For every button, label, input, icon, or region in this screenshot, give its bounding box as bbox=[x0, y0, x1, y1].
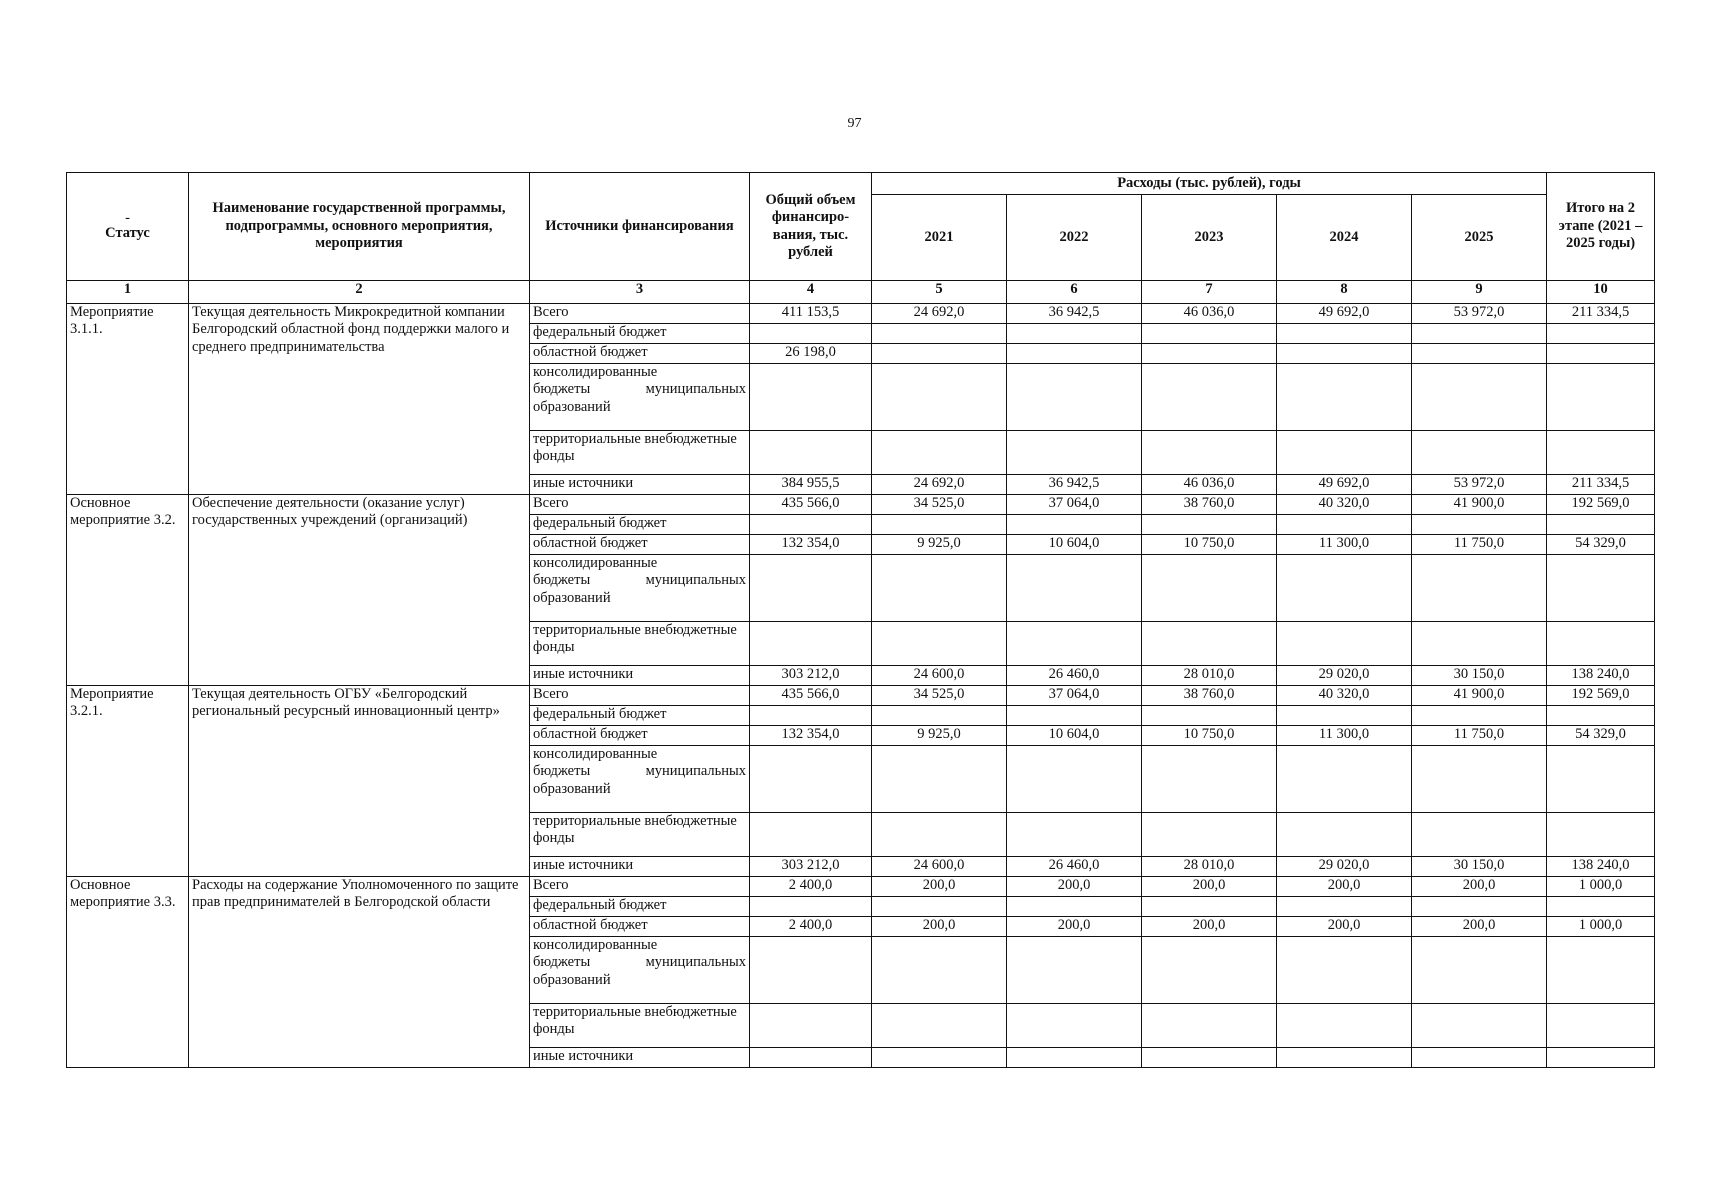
year-amount-cell bbox=[1412, 344, 1547, 364]
source-label-line bbox=[533, 572, 746, 589]
year-amount-cell bbox=[1412, 897, 1547, 917]
year-amount-cell bbox=[872, 622, 1007, 666]
year-amount-cell bbox=[1277, 813, 1412, 857]
source-all-cell: Всего bbox=[530, 304, 750, 324]
column-number: 1 bbox=[67, 281, 189, 304]
header-dash: - bbox=[125, 209, 130, 226]
year-amount-cell bbox=[1007, 431, 1142, 475]
source-regional-cell: областной бюджет bbox=[530, 535, 750, 555]
year-amount-cell: 37 064,0 bbox=[1007, 686, 1142, 706]
column-number: 5 bbox=[872, 281, 1007, 304]
table-header bbox=[67, 173, 1655, 304]
header-expenses: Расходы (тыс. рублей), годы bbox=[872, 173, 1547, 195]
status-cell: Мероприятие 3.1.1. bbox=[67, 304, 189, 495]
year-amount-cell: 200,0 bbox=[1412, 917, 1547, 937]
total-amount-cell bbox=[750, 937, 872, 1004]
stage-total-cell: 1 000,0 bbox=[1547, 917, 1655, 937]
year-amount-cell bbox=[1007, 813, 1142, 857]
year-amount-cell bbox=[1412, 1004, 1547, 1048]
source-label-word: бюджеты bbox=[533, 763, 591, 780]
year-amount-cell: 29 020,0 bbox=[1277, 666, 1412, 686]
source-consolidated-cell bbox=[530, 364, 750, 431]
table-row bbox=[67, 304, 1655, 324]
year-amount-cell: 200,0 bbox=[872, 877, 1007, 897]
column-number: 7 bbox=[1142, 281, 1277, 304]
source-label-line: образований bbox=[533, 780, 611, 797]
stage-total-cell bbox=[1547, 431, 1655, 475]
source-other-cell: иные источники bbox=[530, 1048, 750, 1068]
year-amount-cell bbox=[1007, 1048, 1142, 1068]
stage-total-cell bbox=[1547, 555, 1655, 622]
year-amount-cell: 30 150,0 bbox=[1412, 857, 1547, 877]
column-number: 4 bbox=[750, 281, 872, 304]
year-amount-cell bbox=[1412, 937, 1547, 1004]
year-amount-cell: 11 300,0 bbox=[1277, 535, 1412, 555]
budget-table bbox=[66, 172, 1655, 1068]
year-amount-cell bbox=[1412, 1048, 1547, 1068]
year-amount-cell bbox=[1412, 706, 1547, 726]
year-amount-cell bbox=[1277, 515, 1412, 535]
year-amount-cell bbox=[1007, 324, 1142, 344]
measure-name-cell: Текущая деятельность Микрокредитной компании Белгородский областной фонд поддержки малого и среднего предпринимательства bbox=[189, 304, 530, 495]
source-regional-cell: областной бюджет bbox=[530, 726, 750, 746]
column-number: 3 bbox=[530, 281, 750, 304]
total-amount-cell: 26 198,0 bbox=[750, 344, 872, 364]
source-label-line bbox=[533, 763, 746, 780]
total-amount-cell bbox=[750, 622, 872, 666]
source-all-cell: Всего bbox=[530, 686, 750, 706]
header-year: 2023 bbox=[1142, 195, 1277, 281]
year-amount-cell: 49 692,0 bbox=[1277, 304, 1412, 324]
year-amount-cell: 200,0 bbox=[1277, 877, 1412, 897]
source-federal-cell: федеральный бюджет bbox=[530, 515, 750, 535]
stage-total-cell: 54 329,0 bbox=[1547, 726, 1655, 746]
year-amount-cell: 200,0 bbox=[1142, 917, 1277, 937]
year-amount-cell bbox=[1142, 555, 1277, 622]
stage-total-cell bbox=[1547, 746, 1655, 813]
total-amount-cell: 303 212,0 bbox=[750, 666, 872, 686]
year-amount-cell: 30 150,0 bbox=[1412, 666, 1547, 686]
source-federal-cell: федеральный бюджет bbox=[530, 897, 750, 917]
year-amount-cell: 41 900,0 bbox=[1412, 686, 1547, 706]
year-amount-cell: 11 300,0 bbox=[1277, 726, 1412, 746]
stage-total-cell: 192 569,0 bbox=[1547, 495, 1655, 515]
stage-total-cell: 211 334,5 bbox=[1547, 475, 1655, 495]
source-label-word: муниципальных bbox=[645, 381, 746, 398]
table-body bbox=[67, 304, 1655, 1068]
source-consolidated-cell bbox=[530, 937, 750, 1004]
year-amount-cell: 38 760,0 bbox=[1142, 495, 1277, 515]
year-amount-cell bbox=[1007, 622, 1142, 666]
year-amount-cell bbox=[1142, 1004, 1277, 1048]
source-label-line: образований bbox=[533, 589, 611, 606]
source-other-cell: иные источники bbox=[530, 666, 750, 686]
header-year: 2021 bbox=[872, 195, 1007, 281]
header-year: 2024 bbox=[1277, 195, 1412, 281]
column-number: 10 bbox=[1547, 281, 1655, 304]
source-label-line: консолидированные bbox=[533, 555, 658, 571]
total-amount-cell: 303 212,0 bbox=[750, 857, 872, 877]
table-row bbox=[67, 877, 1655, 897]
total-amount-cell bbox=[750, 364, 872, 431]
stage-total-cell bbox=[1547, 813, 1655, 857]
total-amount-cell bbox=[750, 555, 872, 622]
year-amount-cell bbox=[872, 1048, 1007, 1068]
year-amount-cell: 24 692,0 bbox=[872, 475, 1007, 495]
year-amount-cell: 200,0 bbox=[1412, 877, 1547, 897]
year-amount-cell bbox=[872, 364, 1007, 431]
source-label-word: бюджеты bbox=[533, 954, 591, 971]
source-territorial-cell: территориальные внебюджетные фонды bbox=[530, 1004, 750, 1048]
total-amount-cell: 384 955,5 bbox=[750, 475, 872, 495]
total-amount-cell bbox=[750, 431, 872, 475]
source-territorial-cell: территориальные внебюджетные фонды bbox=[530, 813, 750, 857]
year-amount-cell: 200,0 bbox=[872, 917, 1007, 937]
year-amount-cell: 36 942,5 bbox=[1007, 475, 1142, 495]
year-amount-cell bbox=[1142, 515, 1277, 535]
source-label-word: бюджеты bbox=[533, 381, 591, 398]
year-amount-cell bbox=[1277, 324, 1412, 344]
year-amount-cell bbox=[1412, 813, 1547, 857]
year-amount-cell bbox=[872, 746, 1007, 813]
year-amount-cell: 49 692,0 bbox=[1277, 475, 1412, 495]
year-amount-cell: 46 036,0 bbox=[1142, 475, 1277, 495]
source-label-line: консолидированные bbox=[533, 937, 658, 953]
year-amount-cell bbox=[1142, 431, 1277, 475]
source-territorial-cell: территориальные внебюджетные фонды bbox=[530, 622, 750, 666]
year-amount-cell bbox=[1007, 746, 1142, 813]
year-amount-cell: 10 604,0 bbox=[1007, 726, 1142, 746]
stage-total-cell: 54 329,0 bbox=[1547, 535, 1655, 555]
year-amount-cell bbox=[1007, 344, 1142, 364]
total-amount-cell: 132 354,0 bbox=[750, 726, 872, 746]
column-number: 6 bbox=[1007, 281, 1142, 304]
year-amount-cell bbox=[1142, 1048, 1277, 1068]
year-amount-cell bbox=[1007, 364, 1142, 431]
total-amount-cell: 435 566,0 bbox=[750, 495, 872, 515]
year-amount-cell bbox=[1007, 706, 1142, 726]
year-amount-cell bbox=[872, 937, 1007, 1004]
stage-total-cell bbox=[1547, 344, 1655, 364]
year-amount-cell: 9 925,0 bbox=[872, 726, 1007, 746]
header-year: 2025 bbox=[1412, 195, 1547, 281]
year-amount-cell: 200,0 bbox=[1007, 877, 1142, 897]
year-amount-cell: 53 972,0 bbox=[1412, 304, 1547, 324]
status-cell: Основное мероприятие 3.3. bbox=[67, 877, 189, 1068]
year-amount-cell bbox=[1277, 706, 1412, 726]
year-amount-cell: 10 750,0 bbox=[1142, 535, 1277, 555]
year-amount-cell bbox=[1412, 364, 1547, 431]
source-regional-cell: областной бюджет bbox=[530, 917, 750, 937]
year-amount-cell bbox=[1277, 431, 1412, 475]
status-cell: Основное мероприятие 3.2. bbox=[67, 495, 189, 686]
year-amount-cell bbox=[1277, 364, 1412, 431]
source-label-word: муниципальных bbox=[645, 572, 746, 589]
year-amount-cell bbox=[872, 897, 1007, 917]
total-amount-cell bbox=[750, 706, 872, 726]
stage-total-cell bbox=[1547, 324, 1655, 344]
year-amount-cell bbox=[1412, 555, 1547, 622]
source-label-word: муниципальных bbox=[645, 763, 746, 780]
column-number-row bbox=[67, 281, 1655, 304]
total-amount-cell bbox=[750, 1048, 872, 1068]
year-amount-cell: 10 604,0 bbox=[1007, 535, 1142, 555]
year-amount-cell bbox=[1412, 324, 1547, 344]
total-amount-cell: 411 153,5 bbox=[750, 304, 872, 324]
source-label-line: консолидированные bbox=[533, 746, 658, 762]
year-amount-cell: 200,0 bbox=[1142, 877, 1277, 897]
year-amount-cell bbox=[1142, 364, 1277, 431]
source-label-word: муниципальных bbox=[645, 954, 746, 971]
total-amount-cell: 435 566,0 bbox=[750, 686, 872, 706]
stage-total-cell bbox=[1547, 515, 1655, 535]
stage-total-cell: 211 334,5 bbox=[1547, 304, 1655, 324]
page-number: 97 bbox=[847, 116, 862, 131]
stage-total-cell bbox=[1547, 706, 1655, 726]
year-amount-cell bbox=[1142, 897, 1277, 917]
year-amount-cell: 200,0 bbox=[1007, 917, 1142, 937]
year-amount-cell: 24 600,0 bbox=[872, 666, 1007, 686]
stage-total-cell: 138 240,0 bbox=[1547, 666, 1655, 686]
year-amount-cell: 24 600,0 bbox=[872, 857, 1007, 877]
year-amount-cell: 28 010,0 bbox=[1142, 857, 1277, 877]
total-amount-cell bbox=[750, 324, 872, 344]
year-amount-cell: 9 925,0 bbox=[872, 535, 1007, 555]
header-year: 2022 bbox=[1007, 195, 1142, 281]
stage-total-cell bbox=[1547, 1048, 1655, 1068]
year-amount-cell bbox=[1007, 897, 1142, 917]
source-federal-cell: федеральный бюджет bbox=[530, 706, 750, 726]
column-number: 9 bbox=[1412, 281, 1547, 304]
stage-total-cell bbox=[1547, 897, 1655, 917]
year-amount-cell: 37 064,0 bbox=[1007, 495, 1142, 515]
year-amount-cell: 10 750,0 bbox=[1142, 726, 1277, 746]
source-other-cell: иные источники bbox=[530, 857, 750, 877]
source-territorial-cell: территориальные внебюджетные фонды bbox=[530, 431, 750, 475]
year-amount-cell bbox=[1412, 431, 1547, 475]
year-amount-cell bbox=[1412, 746, 1547, 813]
source-all-cell: Всего bbox=[530, 877, 750, 897]
year-amount-cell bbox=[1007, 555, 1142, 622]
year-amount-cell: 41 900,0 bbox=[1412, 495, 1547, 515]
year-amount-cell: 28 010,0 bbox=[1142, 666, 1277, 686]
source-other-cell: иные источники bbox=[530, 475, 750, 495]
total-amount-cell: 132 354,0 bbox=[750, 535, 872, 555]
year-amount-cell bbox=[1007, 937, 1142, 1004]
year-amount-cell: 38 760,0 bbox=[1142, 686, 1277, 706]
table-row bbox=[67, 686, 1655, 706]
stage-total-cell: 192 569,0 bbox=[1547, 686, 1655, 706]
year-amount-cell bbox=[1142, 813, 1277, 857]
year-amount-cell bbox=[1142, 706, 1277, 726]
total-amount-cell bbox=[750, 813, 872, 857]
year-amount-cell: 46 036,0 bbox=[1142, 304, 1277, 324]
source-label-line bbox=[533, 381, 746, 398]
table-row bbox=[67, 495, 1655, 515]
header-sources: Источники финансирования bbox=[530, 173, 750, 281]
total-amount-cell bbox=[750, 746, 872, 813]
source-label-line: образований bbox=[533, 971, 611, 988]
year-amount-cell bbox=[1142, 622, 1277, 666]
stage-total-cell bbox=[1547, 1004, 1655, 1048]
year-amount-cell: 34 525,0 bbox=[872, 686, 1007, 706]
stage-total-cell bbox=[1547, 937, 1655, 1004]
source-consolidated-cell bbox=[530, 555, 750, 622]
source-label-line: образований bbox=[533, 398, 611, 415]
year-amount-cell: 40 320,0 bbox=[1277, 495, 1412, 515]
year-amount-cell bbox=[1142, 937, 1277, 1004]
source-label-line bbox=[533, 954, 746, 971]
year-amount-cell bbox=[872, 1004, 1007, 1048]
year-amount-cell bbox=[1412, 622, 1547, 666]
total-amount-cell: 2 400,0 bbox=[750, 917, 872, 937]
column-number: 2 bbox=[189, 281, 530, 304]
year-amount-cell bbox=[1277, 897, 1412, 917]
year-amount-cell: 40 320,0 bbox=[1277, 686, 1412, 706]
stage-total-cell: 138 240,0 bbox=[1547, 857, 1655, 877]
year-amount-cell bbox=[1277, 746, 1412, 813]
year-amount-cell bbox=[872, 706, 1007, 726]
measure-name-cell: Обеспечение деятельности (оказание услуг) государственных учреждений (организаций) bbox=[189, 495, 530, 686]
year-amount-cell bbox=[1007, 515, 1142, 535]
header-status: - Статус bbox=[67, 173, 189, 281]
stage-total-cell bbox=[1547, 622, 1655, 666]
measure-name-cell: Расходы на содержание Уполномоченного по защите прав предпринимателей в Белгородской области bbox=[189, 877, 530, 1068]
year-amount-cell bbox=[1412, 515, 1547, 535]
year-amount-cell bbox=[1142, 344, 1277, 364]
year-amount-cell: 200,0 bbox=[1277, 917, 1412, 937]
year-amount-cell bbox=[872, 344, 1007, 364]
status-cell: Мероприятие 3.2.1. bbox=[67, 686, 189, 877]
year-amount-cell: 26 460,0 bbox=[1007, 666, 1142, 686]
source-all-cell: Всего bbox=[530, 495, 750, 515]
total-amount-cell bbox=[750, 1004, 872, 1048]
year-amount-cell bbox=[872, 431, 1007, 475]
total-amount-cell bbox=[750, 515, 872, 535]
column-number: 8 bbox=[1277, 281, 1412, 304]
year-amount-cell bbox=[1277, 1004, 1412, 1048]
header-name: Наименование государственной программы, подпрограммы, основного мероприятия, мероприятия bbox=[189, 173, 530, 281]
stage-total-cell: 1 000,0 bbox=[1547, 877, 1655, 897]
year-amount-cell: 24 692,0 bbox=[872, 304, 1007, 324]
header-stage-total: Итого на 2 этапе (2021 – 2025 годы) bbox=[1547, 173, 1655, 281]
year-amount-cell: 53 972,0 bbox=[1412, 475, 1547, 495]
year-amount-cell bbox=[872, 555, 1007, 622]
year-amount-cell bbox=[1007, 1004, 1142, 1048]
stage-total-cell bbox=[1547, 364, 1655, 431]
source-regional-cell: областной бюджет bbox=[530, 344, 750, 364]
total-amount-cell: 2 400,0 bbox=[750, 877, 872, 897]
source-consolidated-cell bbox=[530, 746, 750, 813]
year-amount-cell: 36 942,5 bbox=[1007, 304, 1142, 324]
year-amount-cell: 29 020,0 bbox=[1277, 857, 1412, 877]
year-amount-cell bbox=[1277, 622, 1412, 666]
year-amount-cell bbox=[1277, 1048, 1412, 1068]
source-federal-cell: федеральный бюджет bbox=[530, 324, 750, 344]
year-amount-cell: 11 750,0 bbox=[1412, 726, 1547, 746]
measure-name-cell: Текущая деятельность ОГБУ «Белгородский региональный ресурсный инновационный центр» bbox=[189, 686, 530, 877]
year-amount-cell: 11 750,0 bbox=[1412, 535, 1547, 555]
year-amount-cell bbox=[872, 324, 1007, 344]
header-total: Общий объем финансиро-вания, тыс. рублей bbox=[750, 173, 872, 281]
year-amount-cell bbox=[1277, 937, 1412, 1004]
year-amount-cell bbox=[1277, 344, 1412, 364]
source-label-line: консолидированные bbox=[533, 364, 658, 380]
year-amount-cell: 26 460,0 bbox=[1007, 857, 1142, 877]
year-amount-cell bbox=[872, 515, 1007, 535]
year-amount-cell bbox=[1142, 746, 1277, 813]
year-amount-cell bbox=[1277, 555, 1412, 622]
year-amount-cell: 34 525,0 bbox=[872, 495, 1007, 515]
year-amount-cell bbox=[1142, 324, 1277, 344]
source-label-word: бюджеты bbox=[533, 572, 591, 589]
year-amount-cell bbox=[872, 813, 1007, 857]
total-amount-cell bbox=[750, 897, 872, 917]
